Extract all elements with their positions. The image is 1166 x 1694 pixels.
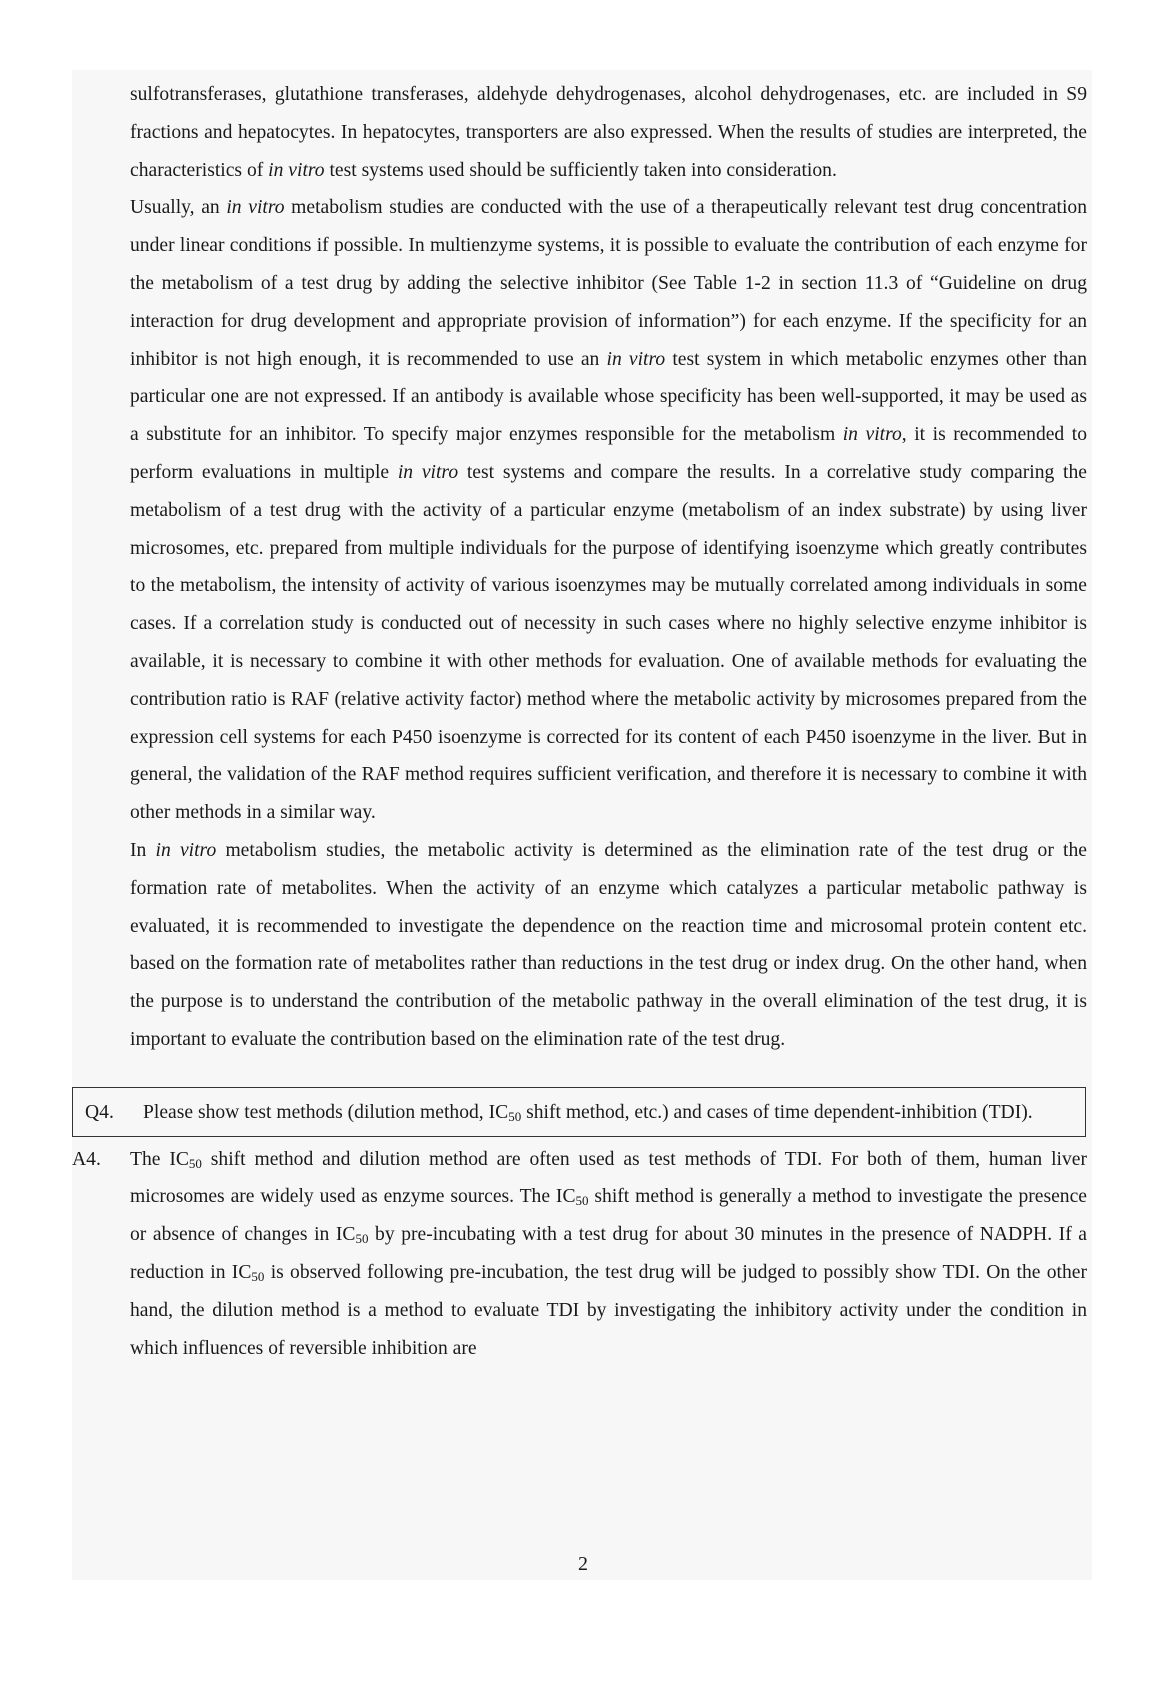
paragraph-s9-hepatocytes: sulfotransferases, glutathione transferases, aldehyde dehydrogenases, alcohol dehydrogenases, etc. are included in S9 fractions and hepatocytes. In hepatocytes, transporters are also expressed. When the results of studies are interpreted, the characteristics of in vitro test systems used should be sufficiently taken into consideration. xyxy=(130,84,1087,181)
question-label: Q4. xyxy=(85,1101,114,1123)
question-box-q4 xyxy=(72,1087,1086,1137)
page-body xyxy=(0,76,1166,1367)
answer-label: A4. xyxy=(72,1148,101,1170)
question-text: Please show test methods (dilution method, $IC_{50}$ shift method, etc.) and cases of time dependent-inhibition (TDI). xyxy=(143,1101,1033,1124)
paragraph-multienzyme-systems: Usually, an in vitro metabolism studies are conducted with the use of a therapeutically relevant test drug concentration under linear conditions if possible. In multienzyme systems, it is possible to evaluate the contribution of each enzyme for the metabolism of a test drug by adding the selective inhibitor (See Table 1-2 in section 11.3 of “Guideline on drug interaction for drug development and appropriate provision of information”) for each enzyme. If the specificity for an inhibitor is not high enough, it is recommended to use an in vitro test system in which metabolic enzymes other than particular one are not expressed. If an antibody is available whose specificity has been well-supported, it may be used as a substitute for an inhibitor. To specify major enzymes responsible for the metabolism in vitro, it is recommended to perform evaluations in multiple in vitro test systems and compare the results. In a correlative study comparing the metabolism of a test drug with the activity of a particular enzyme (metabolism of an index substrate) by using liver microsomes, etc. prepared from multiple individuals for the purpose of identifying isoenzyme which greatly contributes to the metabolism, the intensity of activity of various isoenzymes may be mutually correlated among individuals in some cases. If a correlation study is conducted out of necessity in such cases where no highly selective enzyme inhibitor is available, it is necessary to combine it with other methods for evaluation. One of available methods for evaluating the contribution ratio is RAF (relative activity factor) method where the metabolic activity by microsomes prepared from the expression cell systems for each P450 isoenzyme is corrected for its content of each P450 isoenzyme in the liver. But in general, the validation of the RAF method requires sufficient verification, and therefore it is necessary to combine it with other methods in a similar way. xyxy=(130,197,1088,824)
answer-text: The $IC_{50}$ shift method and dilution method are often used as test methods of TDI. For both of them, human liver microsomes are widely used as enzyme sources. The $IC_{50}$ shift method is generally a method to investigate the presence or absence of changes in $IC_{50}$ by pre-incubating with a test drug for about 30 minutes in the presence of NADPH. If a reduction in $IC_{50}$ is observed following pre-incubation, the test drug will be judged to possibly show TDI. On the other hand, the dilution method is a method to evaluate TDI by investigating the inhibitory activity under the condition in which influences of reversible inhibition are xyxy=(130,1148,1087,1359)
answer-a4 xyxy=(0,1141,1166,1368)
paragraph-metabolic-activity: In in vitro metabolism studies, the metabolic activity is determined as the elimination rate of the test drug or the formation rate of metabolites. When the activity of an enzyme which catalyzes a particular metabolic pathway is evaluated, it is recommended to investigate the dependence on the reaction time and microsomal protein content etc. based on the formation rate of metabolites rather than reductions in the test drug or index drug. On the other hand, when the purpose is to understand the contribution of the metabolic pathway in the overall elimination of the test drug, it is important to evaluate the contribution based on the elimination rate of the test drug. xyxy=(130,839,1087,1050)
page-number: 2 xyxy=(578,1553,588,1575)
